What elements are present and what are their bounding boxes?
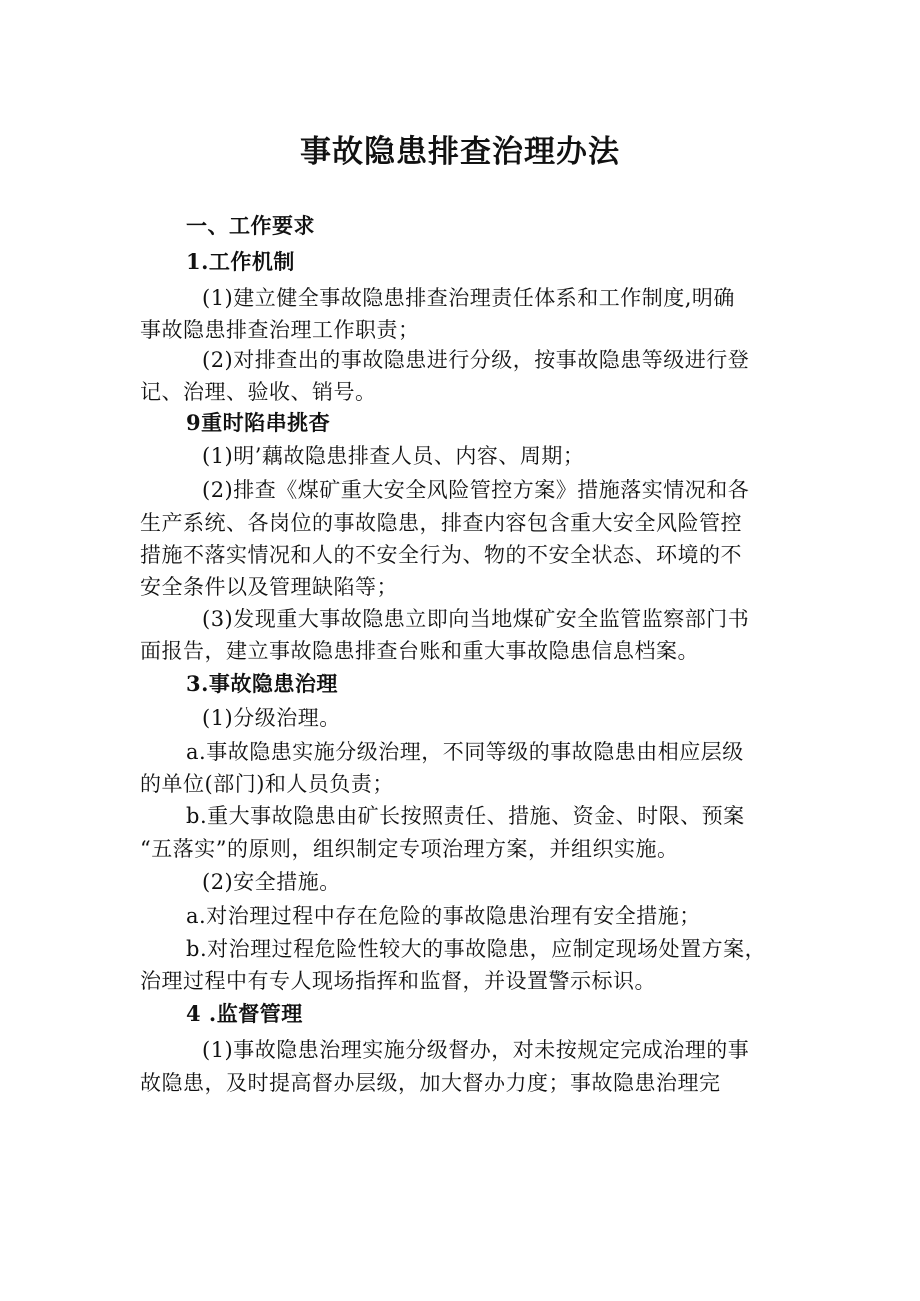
subsection-heading: 1.工作机制 bbox=[186, 249, 295, 274]
subsection-heading: 4 .监督管理 bbox=[186, 1001, 303, 1026]
section-heading: 一、工作要求 bbox=[186, 213, 315, 238]
paragraph-line: 记、治理、验收、销号。 bbox=[140, 380, 377, 404]
paragraph-line: (2)安全措施。 bbox=[202, 870, 341, 894]
paragraph-line: 事故隐患排查治理工作职责； bbox=[140, 318, 420, 342]
paragraph-line: b.对治理过程危险性较大的事故隐患，应制定现场处置方案， bbox=[186, 937, 767, 961]
paragraph-line: 面报告，建立事故隐患排查台账和重大事故隐患信息档案。 bbox=[140, 639, 699, 663]
paragraph-line: 安全条件以及管理缺陷等； bbox=[140, 575, 398, 599]
paragraph-line: 生产系统、各岗位的事故隐患，排查内容包含重大安全风险管控 bbox=[140, 511, 742, 535]
paragraph-line: a.对治理过程中存在危险的事故隐患治理有安全措施； bbox=[186, 904, 701, 928]
paragraph-line: 故隐患，及时提高督办层级，加大督办力度；事故隐患治理完 bbox=[140, 1071, 721, 1095]
paragraph-line: a.事故隐患实施分级治理，不同等级的事故隐患由相应层级 bbox=[186, 740, 744, 764]
subsection-heading: 3.事故隐患治理 bbox=[186, 671, 338, 696]
paragraph-line: b.重大事故隐患由矿长按照责任、措施、资金、时限、预案 bbox=[186, 804, 745, 828]
paragraph-line: 措施不落实情况和人的不安全行为、物的不安全状态、环境的不 bbox=[140, 543, 742, 567]
paragraph-line: (2)对排查出的事故隐患进行分级，按事故隐患等级进行登 bbox=[202, 348, 750, 372]
paragraph-line: (2)排查《煤矿重大安全风险管控方案》措施落实情况和各 bbox=[202, 478, 750, 502]
paragraph-line: (1)分级治理。 bbox=[202, 706, 341, 730]
paragraph-line: 的单位(部门)和人员负责； bbox=[140, 772, 394, 796]
document-title: 事故隐患排查治理办法 bbox=[300, 134, 620, 170]
paragraph-line: (1)建立健全事故隐患排查治理责任体系和工作制度,明确 bbox=[202, 286, 735, 310]
paragraph-line: 治理过程中有专人现场指挥和监督，并设置警示标识。 bbox=[140, 969, 656, 993]
subsection-heading: 9重时陷串挑杳 bbox=[186, 410, 331, 435]
paragraph-line: (3)发现重大事故隐患立即向当地煤矿安全监管监察部门书 bbox=[202, 607, 750, 631]
paragraph-line: (1)事故隐患治理实施分级督办，对未按规定完成治理的事 bbox=[202, 1038, 750, 1062]
paragraph-line: (1)明’藕故隐患排查人员、内容、周期； bbox=[202, 444, 585, 468]
paragraph-line: “五落实”的原则，组织制定专项治理方案，并组织实施。 bbox=[140, 837, 679, 861]
